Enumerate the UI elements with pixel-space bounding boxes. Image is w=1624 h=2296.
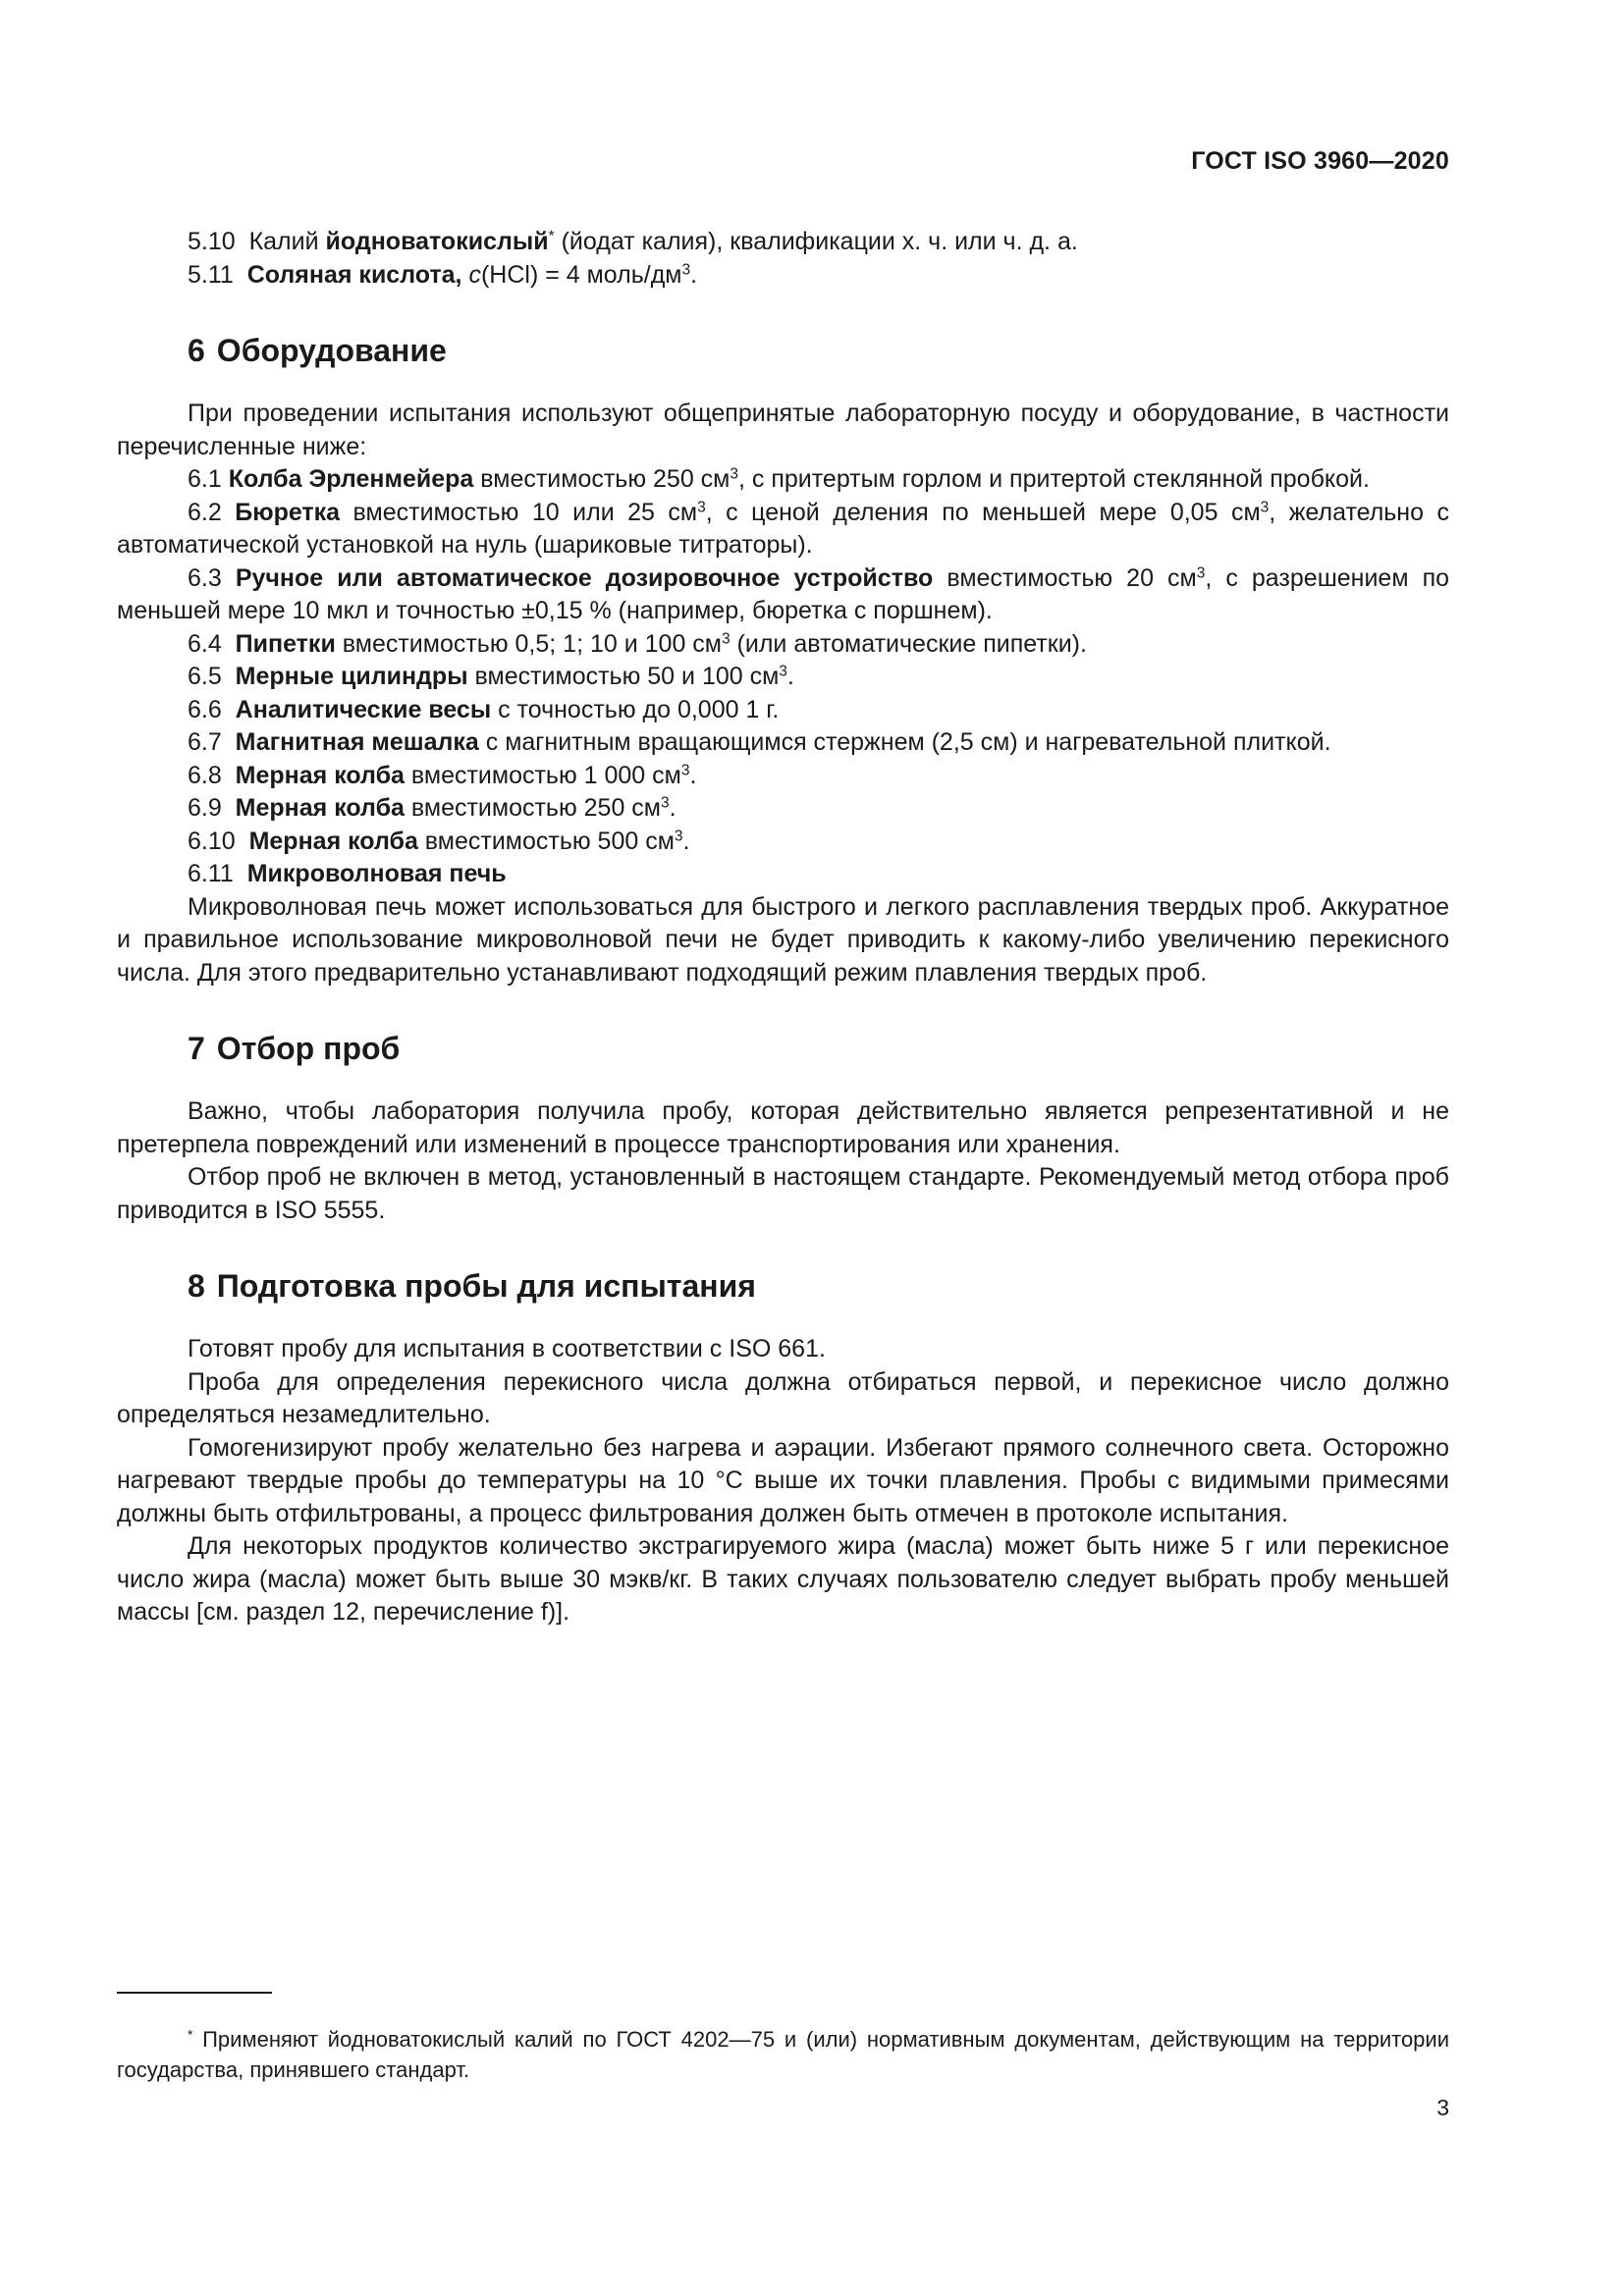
page-content <box>117 226 1449 1629</box>
equipment-item: 6.1 Колба Эрленмейера вместимостью 250 $см^3$, с притертым горлом и притертой стеклянной пробкой. <box>188 465 1370 493</box>
equipment-item: 6.3 Ручное или автоматическое дозировочное устройство вместимостью 20 $см^3$, с разрешением по меньшей мере 10 мкл и точностью ±0,15 % (например, бюретка с поршнем). <box>117 563 1450 624</box>
section-7-paragraph: Важно, чтобы лаборатория получила пробу, которая действительно является репрезентативной и не претерпела повреждений или изменений в процессе транспортирования или хранения. <box>117 1097 1449 1158</box>
section-7-heading: 7 Отбор проб <box>188 1031 401 1066</box>
microwave-paragraph: Микроволновая печь может использоваться для быстрого и легкого расплавления твердых проб. Аккуратное и правильное использование микроволновой печи не будет приводить к какому-либо увеличению перекисного числа. Для этого предварительно устанавливают подходящий режим плавления твердых проб. <box>117 892 1449 987</box>
section-6-heading: 6 Оборудование <box>188 333 447 368</box>
equipment-item: 6.7 Магнитная мешалка с магнитным вращающимся стержнем (2,5 см) и нагревательной плиткой. <box>188 728 1331 756</box>
equipment-item: 6.5 Мерные цилиндры вместимостью 50 и 100 $см^3$. <box>188 663 794 690</box>
equipment-item: 6.10 Мерная колба вместимостью 500 $см^3$. <box>188 827 690 855</box>
reagent-5-10: 5.10 Калий йодноватокислый* (йодат калия), квалификации х. ч. или ч. д. а. <box>188 228 1078 255</box>
section-6-intro: При проведении испытания используют общепринятые лабораторную посуду и оборудование, в частности перечисленные ниже: <box>117 400 1449 460</box>
section-8-paragraph: Для некоторых продуктов количество экстрагируемого жира (масла) может быть ниже 5 г или перекисное число жира (масла) может быть выше 30 мэкв/кг. В таких случаях пользователю следует выбрать пробу меньшей массы [см. раздел 12, перечисление f)]. <box>117 1532 1449 1626</box>
page-number: 3 <box>1436 2095 1449 2120</box>
footnote: * Применяют йодноватокислый калий по ГОСТ 4202—75 и (или) нормативным документам, действующим на территории государства, принявшего стандарт. <box>117 2027 1449 2082</box>
equipment-item: 6.9 Мерная колба вместимостью 250 $см^3$. <box>188 794 677 822</box>
equipment-item: 6.11 Микроволновая печь <box>188 860 507 887</box>
section-8-paragraph: Готовят пробу для испытания в соответствии с ISO 661. <box>188 1335 826 1362</box>
section-8-heading: 8 Подготовка пробы для испытания <box>188 1268 756 1304</box>
section-8-paragraph: Проба для определения перекисного числа должна отбираться первой, и перекисное число должно определяться незамедлительно. <box>117 1367 1449 1428</box>
equipment-item: 6.4 Пипетки вместимостью 0,5; 1; 10 и 100 $см^3$ (или автоматические пипетки). <box>188 629 1087 658</box>
equipment-item: 6.2 Бюретка вместимостью 10 или 25 $см^3$, с ценой деления по меньшей мере 0,05 $см^3$, желательно с автоматической установкой на нуль (шариковые титраторы). <box>117 498 1449 559</box>
reagent-5-11: 5.11 Соляная кислота, c(HCl) = 4 моль/$дм^3$. <box>188 260 698 289</box>
section-7-paragraph: Отбор проб не включен в метод, установленный в настоящем стандарте. Рекомендуемый метод отбора проб приводится в ISO 5555. <box>117 1163 1449 1224</box>
equipment-item: 6.6 Аналитические весы с точностью до 0,000 1 г. <box>188 695 780 723</box>
document-header: ГОСТ ISO 3960—2020 <box>1191 147 1449 175</box>
footnote-divider <box>117 1992 272 1994</box>
equipment-item: 6.8 Мерная колба вместимостью 1 000 $см^3$. <box>188 761 697 789</box>
section-8-paragraph: Гомогенизируют пробу желательно без нагрева и аэрации. Избегают прямого солнечного света. Осторожно нагревают твердые пробы до температуры на 10 °C выше их точки плавления. Пробы с видимыми примесями должны быть отфильтрованы, а процесс фильтрования должен быть отмечен в протоколе испытания. <box>117 1433 1449 1527</box>
